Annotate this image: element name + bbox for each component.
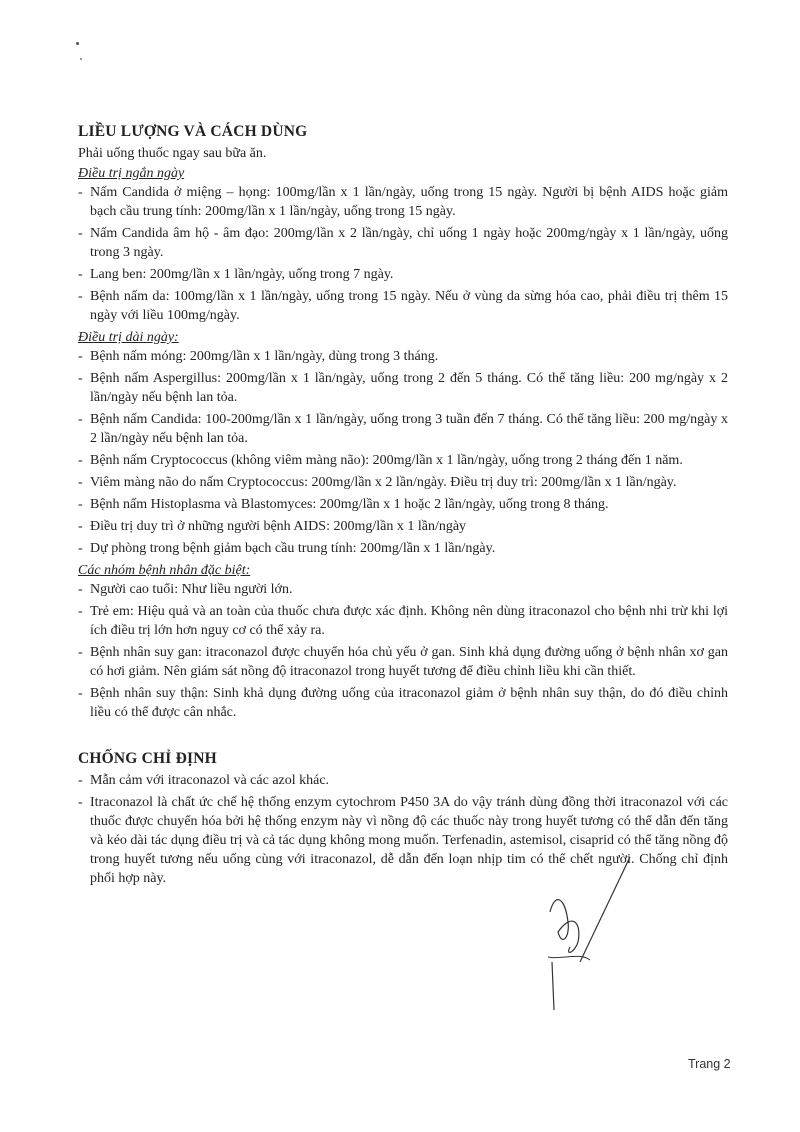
list-item: - Bệnh nấm da: 100mg/lần x 1 lần/ngày, uống trong 15 ngày. Nếu ở vùng da sừng hóa cao, phải điều trị thêm 15 ngày với liều 100mg/ngày. (78, 287, 728, 325)
list-item: - Lang ben: 200mg/lần x 1 lần/ngày, uống trong 7 ngày. (78, 265, 728, 284)
list-item: - Dự phòng trong bệnh giảm bạch cầu trung tính: 200mg/lần x 1 lần/ngày. (78, 539, 728, 558)
short-term-list (78, 183, 728, 325)
section-title-dosage: LIỀU LƯỢNG VÀ CÁCH DÙNG (78, 123, 308, 140)
list-item: - Trẻ em: Hiệu quả và an toàn của thuốc chưa được xác định. Không nên dùng itraconazol cho bệnh nhi trừ khi lợi ích điều trị lớn hơn nguy cơ có thể xảy ra. (78, 602, 728, 640)
list-item: - Bệnh nhân suy thận: Sinh khả dụng đường uống của itraconazol giảm ở bệnh nhân suy thận, do đó điều chỉnh liều có thể được cân nhắc. (78, 684, 728, 722)
subheading-special-groups: Các nhóm bệnh nhân đặc biệt: (78, 563, 251, 578)
scan-speck (76, 42, 79, 45)
list-item: - Bệnh nấm Histoplasma và Blastomyces: 200mg/lần x 1 hoặc 2 lần/ngày, uống trong 8 tháng. (78, 495, 728, 514)
list-item: - Bệnh nấm Aspergillus: 200mg/lần x 1 lần/ngày, uống trong 2 đến 5 tháng. Có thể tăng liều: 200 mg/ngày x 2 lần/ngày nếu bệnh lan tỏa. (78, 369, 728, 407)
subheading-long-term: Điều trị dài ngày: (78, 330, 179, 345)
contraindications-list (78, 771, 728, 888)
long-term-list (78, 347, 728, 558)
section-title-contraindications: CHỐNG CHỈ ĐỊNH (78, 750, 217, 767)
list-item: - Bệnh nấm Cryptococcus (không viêm màng não): 200mg/lần x 1 lần/ngày, uống trong 2 tháng đến 1 năm. (78, 451, 728, 470)
list-item: - Itraconazol là chất ức chế hệ thống enzym cytochrom P450 3A do vậy tránh dùng đồng thời itraconazol với các thuốc được chuyển hóa bởi hệ thống enzym này vì nồng độ các thuốc này trong huyết tương có thể dẫn đến tăng và kéo dài tác dụng điều trị và cả tác dụng không mong muốn. Terfenadin, astemisol, cisaprid có thể tăng nồng độ trong huyết tương nếu uống cùng với itraconazol, dễ dẫn đến loạn nhịp tim có thể chết người. Chống chỉ định phối hợp này. (78, 793, 728, 888)
subheading-short-term: Điều trị ngắn ngày (78, 166, 185, 181)
list-item: - Bệnh nấm Candida: 100-200mg/lần x 1 lần/ngày, uống trong 3 tuần đến 7 tháng. Có thể tăng liều: 200 mg/ngày x 2 lần/ngày nếu bệnh lan tỏa. (78, 410, 728, 448)
list-item: - Bệnh nhân suy gan: itraconazol được chuyển hóa chủ yếu ở gan. Sinh khả dụng đường uống ở bệnh nhân xơ gan có hơi giảm. Nên giám sát nồng độ itraconazol trong huyết tương để điều chỉnh liều khi cần thiết. (78, 643, 728, 681)
list-item: - Nấm Candida âm hộ - âm đạo: 200mg/lần x 2 lần/ngày, chỉ uống 1 ngày hoặc 200mg/ngày x 1 lần/ngày, uống trong 3 ngày. (78, 224, 728, 262)
list-item: - Nấm Candida ở miệng – họng: 100mg/lần x 1 lần/ngày, uống trong 15 ngày. Người bị bệnh AIDS hoặc giảm bạch cầu trung tính: 200mg/lần x 1 lần/ngày, uống trong 15 ngày. (78, 183, 728, 221)
intro-text: Phải uống thuốc ngay sau bữa ăn. (78, 146, 267, 161)
list-item: - Điều trị duy trì ở những người bệnh AIDS: 200mg/lần x 1 lần/ngày (78, 517, 728, 536)
scan-speck (80, 58, 82, 60)
document-page (78, 123, 728, 891)
special-groups-list (78, 580, 728, 722)
list-item: - Người cao tuổi: Như liều người lớn. (78, 580, 728, 599)
list-item: - Mẫn cảm với itraconazol và các azol khác. (78, 771, 728, 790)
page-number: Trang 2 (688, 1057, 731, 1071)
list-item: - Viêm màng não do nấm Cryptococcus: 200mg/lần x 2 lần/ngày. Điều trị duy trì: 200mg/lần x 1 lần/ngày. (78, 473, 728, 492)
list-item: - Bệnh nấm móng: 200mg/lần x 1 lần/ngày, dùng trong 3 tháng. (78, 347, 728, 366)
